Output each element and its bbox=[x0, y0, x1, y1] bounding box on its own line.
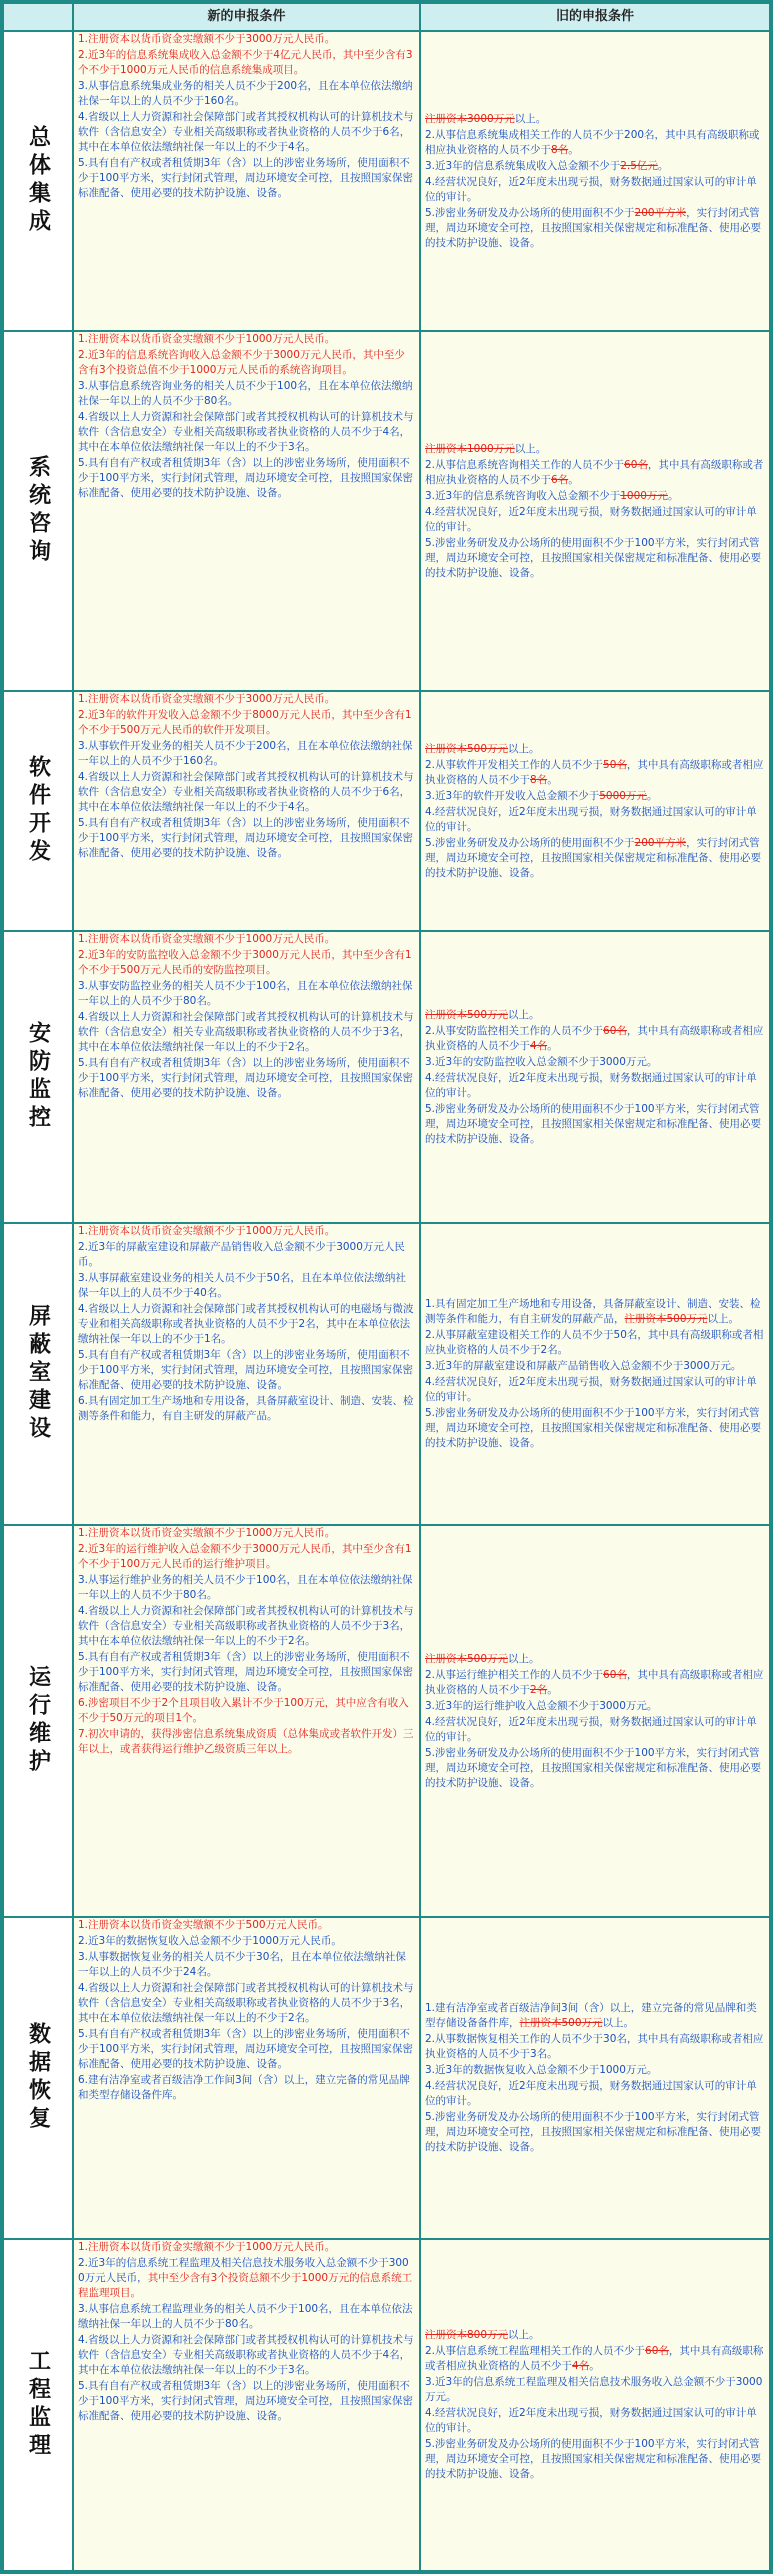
highlighted-text: 1.注册资本以货币资金实缴额不少于1000万元人民币。 bbox=[78, 333, 336, 345]
text-segment: 3.近3年的信息系统集成收入总金额不少于 bbox=[425, 159, 621, 172]
text-segment: 1.具有固定加工生产场地和专用设备，具备屏蔽室设计、制造、安装、检测等条件和能力，有自主研发的屏蔽产品， bbox=[425, 1298, 761, 1325]
text-segment: ，其中具有高级职称或者相应执业资格的人员不少于 bbox=[425, 458, 764, 486]
category-label: 数据恢复 bbox=[25, 2022, 51, 2134]
new-condition-item bbox=[78, 456, 415, 501]
old-conditions-cell bbox=[421, 32, 769, 330]
old-conditions-cell bbox=[421, 1918, 769, 2238]
struck-text: 注册资本500万元 bbox=[624, 1313, 708, 1325]
new-condition-item bbox=[78, 2302, 415, 2332]
text-segment: 4.经营状况良好，近2年度未出现亏损，财务数据通过国家认可的审计单位的审计。 bbox=[425, 1376, 757, 1403]
text-segment: 6.建有洁净室或者百级洁净工作间3间（含）以上，建立完备的常见品牌和类型存储设备件库。 bbox=[78, 2074, 410, 2101]
category-label: 总体集成 bbox=[25, 125, 51, 237]
text-segment: 3.近3年的运行维护收入总金额不少于3000万元。 bbox=[425, 1699, 658, 1712]
old-conditions-cell bbox=[421, 1224, 769, 1524]
text-segment: 5.具有自有产权或者租赁期3年（含）以上的涉密业务场所，使用面积不少于100平方米，实行封闭式管理，周边环境安全可控，且按照国家保密标准配备、使用必要的技术防护设施、设备。 bbox=[78, 2380, 414, 2422]
struck-text: 4名 bbox=[572, 2360, 590, 2372]
text-segment: 2.从事运行维护相关工作的人员不少于 bbox=[425, 1668, 604, 1681]
new-condition-item bbox=[78, 2379, 415, 2424]
struck-text: 60名 bbox=[645, 2345, 669, 2357]
text-segment: 4.省级以上人力资源和社会保障部门或者其授权机构认可的计算机技术与软件（含信息安全）专业相关高级职称或者执业资格的人员不少于3名，其中在本单位依法缴纳社保一年以上的不少于2名。 bbox=[78, 1982, 414, 2024]
text-segment: 3.从事信息系统工程监理业务的相关人员不少于100名，且在本单位依法缴纳社保一年以上的人员不少于80名。 bbox=[78, 2303, 413, 2330]
old-condition-item bbox=[425, 1746, 765, 1791]
text-segment: 1.建有洁净室或者百级洁净间3间（含）以上，建立完备的常见品牌和类型存储设备备件库， bbox=[425, 2002, 757, 2029]
new-condition-item bbox=[78, 1056, 415, 1101]
struck-text: 200平方米 bbox=[634, 836, 687, 849]
struck-text: 注册资本500万元 bbox=[425, 1652, 509, 1665]
old-condition-item bbox=[425, 1668, 765, 1698]
new-condition-item bbox=[78, 770, 415, 815]
new-condition-item bbox=[78, 79, 415, 109]
new-condition-item bbox=[78, 948, 415, 978]
highlighted-text: 其中至少含有3个投资总额不少于1000万元的信息系统工程监理项目。 bbox=[78, 2272, 413, 2299]
new-conditions-cell bbox=[74, 32, 419, 330]
text-segment: 5.涉密业务研发及办公场所的使用面积不少于100平方米，实行封闭式管理，周边环境安全可控，且按照国家相关保密规定和标准配备、使用必要的技术防护设施、设备。 bbox=[425, 1407, 761, 1449]
old-condition-item bbox=[425, 2437, 765, 2482]
new-condition-item bbox=[78, 2027, 415, 2072]
text-segment: 5.具有自有产权或者租赁期3年（含）以上的涉密业务场所，使用面积不少于100平方米，实行封闭式管理，周边环境安全可控，且按照国家保密标准配备、使用必要的技术防护设施、设备。 bbox=[78, 817, 414, 859]
text-segment: 。 bbox=[568, 143, 579, 156]
text-segment: 3.从事信息系统集成业务的相关人员不少于200名，且在本单位依法缴纳社保一年以上的人员不少于160名。 bbox=[78, 80, 413, 107]
text-segment: 2.近3年的数据恢复收入总金额不少于1000万元人民币。 bbox=[78, 1935, 342, 1947]
new-condition-item bbox=[78, 1727, 415, 1757]
text-segment: 4.省级以上人力资源和社会保障部门或者其授权机构认可的电磁场与微波专业和相关高级职称或者执业资格的人员不少于2名，其中在本单位依法缴纳社保一年以上的不少于1名。 bbox=[78, 1303, 414, 1345]
struck-text: 60名 bbox=[603, 1024, 627, 1037]
text-segment: 5.具有自有产权或者租赁期3年（含）以上的涉密业务场所，使用面积不少于100平方米，实行封闭式管理，周边环境安全可控，且按照国家保密标准配备、使用必要的技术防护设施、设备。 bbox=[78, 1651, 414, 1693]
table-row bbox=[4, 1918, 769, 2238]
text-segment: 3.近3年的信息系统工程监理及相关信息技术服务收入总金额不少于3000万元。 bbox=[425, 2376, 763, 2403]
new-conditions-cell bbox=[74, 1224, 419, 1524]
text-segment: 2.从事屏蔽室建设相关工作的人员不少于50名，其中具有高级职称或者相应执业资格的人员不少于2名。 bbox=[425, 1329, 764, 1356]
category-label: 软件开发 bbox=[25, 755, 51, 867]
text-segment: 2.从事信息系统集成相关工作的人员不少于200名，其中具有高级职称或相应执业资格的人员不少于 bbox=[425, 128, 760, 156]
old-condition-item bbox=[425, 1406, 765, 1451]
text-segment: 。 bbox=[547, 773, 558, 786]
new-conditions-cell bbox=[74, 1918, 419, 2238]
new-conditions-cell bbox=[74, 692, 419, 930]
new-condition-item bbox=[78, 1934, 415, 1949]
new-condition-item bbox=[78, 48, 415, 78]
text-segment: 3.从事数据恢复业务的相关人员不少于30名，且在本单位依法缴纳社保一年以上的人员不少于24名。 bbox=[78, 1951, 406, 1978]
old-condition-item bbox=[425, 1699, 765, 1714]
text-segment: 5.涉密业务研发及办公场所的使用面积不少于100平方米，实行封闭式管理，周边环境安全可控，且按照国家相关保密规定和标准配备、使用必要的技术防护设施、设备。 bbox=[425, 1102, 761, 1145]
new-condition-item bbox=[78, 932, 415, 947]
new-condition-item bbox=[78, 1526, 415, 1541]
new-condition-item bbox=[78, 1302, 415, 1347]
struck-text: 1000万元 bbox=[620, 489, 668, 502]
text-segment: 。 bbox=[568, 473, 579, 486]
new-condition-item bbox=[78, 1010, 415, 1055]
old-condition-item bbox=[425, 789, 765, 804]
new-condition-item bbox=[78, 2256, 415, 2301]
text-segment: 以上。 bbox=[508, 1652, 540, 1665]
text-segment: 4.省级以上人力资源和社会保障部门或者其授权机构认可的计算机技术与软件（含信息安全）专业相关高级职称或者执业资格的人员不少于3名，其中在本单位依法缴纳社保一年以上的不少于2名。 bbox=[78, 1605, 414, 1647]
new-condition-item bbox=[78, 332, 415, 347]
new-condition-item bbox=[78, 1394, 415, 1424]
struck-text: 50名 bbox=[603, 758, 627, 771]
text-segment: 4.经营状况良好，近2年度未出现亏损，财务数据通过国家认可的审计单位的审计。 bbox=[425, 175, 757, 203]
old-condition-item bbox=[425, 758, 765, 788]
category-cell bbox=[4, 1918, 72, 2238]
struck-text: 注册资本800万元 bbox=[425, 2329, 509, 2341]
new-condition-item bbox=[78, 156, 415, 201]
struck-text: 8名 bbox=[530, 773, 548, 786]
struck-text: 5000万元 bbox=[599, 789, 647, 802]
highlighted-text: 1.注册资本以货币资金实缴额不少于1000万元人民币。 bbox=[78, 933, 336, 945]
text-segment: 4.省级以上人力资源和社会保障部门或者其授权机构认可的计算机技术与软件（含信息安全）相关专业高级职称或者执业资格的人员不少于3名，其中在本单位依法缴纳社保一年以上的不少于2名。 bbox=[78, 1011, 414, 1053]
new-condition-item bbox=[78, 410, 415, 455]
old-condition-item bbox=[425, 442, 765, 457]
old-condition-item bbox=[425, 112, 765, 127]
old-condition-item bbox=[425, 1102, 765, 1147]
new-condition-item bbox=[78, 1918, 415, 1933]
old-condition-item bbox=[425, 206, 765, 251]
old-condition-item bbox=[425, 175, 765, 205]
new-condition-item bbox=[78, 708, 415, 738]
new-condition-item bbox=[78, 1573, 415, 1603]
text-segment: 4.经营状况良好，近2年度未出现亏损，财务数据通过国家认可的审计单位的审计。 bbox=[425, 1715, 757, 1743]
text-segment: 以上。 bbox=[707, 1313, 740, 1325]
category-cell bbox=[4, 932, 72, 1222]
text-segment: 5.涉密业务研发及办公场所的使用面积不少于100平方米，实行封闭式管理，周边环境安全可控，且按照国家相关保密规定和标准配备、使用必要的技术防护设施、设备。 bbox=[425, 2111, 761, 2153]
struck-text: 6名 bbox=[551, 473, 569, 486]
text-segment: ，其中在本单位依法缴纳社保一年以上的不少于 bbox=[78, 126, 411, 153]
struck-text: 200平方米 bbox=[634, 206, 687, 219]
old-condition-item bbox=[425, 1359, 765, 1374]
new-condition-item bbox=[78, 739, 415, 769]
new-condition-item bbox=[78, 1981, 415, 2026]
text-segment: 4.经营状况良好，近2年度未出现亏损，财务数据通过国家认可的审计单位的审计。 bbox=[425, 805, 757, 833]
category-cell bbox=[4, 332, 72, 690]
old-condition-item bbox=[425, 1328, 765, 1358]
old-condition-item bbox=[425, 2032, 765, 2062]
new-condition-item bbox=[78, 110, 415, 155]
text-segment: 3.近3年的信息系统咨询收入总金额不少于 bbox=[425, 489, 621, 502]
old-condition-item bbox=[425, 1008, 765, 1023]
text-segment: 。 bbox=[667, 489, 679, 502]
old-condition-item bbox=[425, 1071, 765, 1101]
new-condition-item bbox=[78, 379, 415, 409]
text-segment: 5.涉密业务研发及办公场所的使用面积不少于100平方米，实行封闭式管理，周边环境安全可控，且按照国家相关保密规定和标准配备、使用必要的技术防护设施、设备。 bbox=[425, 1746, 761, 1789]
text-segment: ，实行封闭式管理，周边环境安全可控，且按照国家保密标准配备、使用必要的技术防护设施、设备。 bbox=[78, 172, 414, 199]
old-condition-item bbox=[425, 2079, 765, 2109]
new-condition-item bbox=[78, 1271, 415, 1301]
text-segment: 以上。 bbox=[602, 2017, 635, 2029]
text-segment: 2.从事数据恢复相关工作的人员不少于30名，其中具有高级职称或者相应执业资格的人员不少于3名。 bbox=[425, 2033, 764, 2060]
text-segment: 。 bbox=[547, 1683, 558, 1696]
text-segment: 2.从事信息系统工程监理相关工作的人员不少于 bbox=[425, 2345, 646, 2357]
old-conditions-cell bbox=[421, 692, 769, 930]
highlighted-text: 1.注册资本以货币资金实缴额不少于3000万元人民币。 bbox=[78, 693, 336, 705]
text-segment: 2.从事安防监控相关工作的人员不少于 bbox=[425, 1024, 604, 1037]
new-condition-item bbox=[78, 1348, 415, 1393]
highlighted-text: 2.近3年的信息系统集成收入总金额不少于4亿元人民币，其中至少含有3个不少于1000万元人民币的信息系统集成项目。 bbox=[78, 49, 413, 76]
text-segment: 以上。 bbox=[508, 2329, 540, 2341]
old-conditions-cell bbox=[421, 332, 769, 690]
text-segment: 4.经营状况良好，近2年度未出现亏损，财务数据通过国家认可的审计单位的审计。 bbox=[425, 2407, 757, 2434]
old-condition-item bbox=[425, 1715, 765, 1745]
old-condition-item bbox=[425, 2063, 765, 2078]
struck-text: 注册资本1000万元 bbox=[425, 442, 515, 455]
old-condition-item bbox=[425, 742, 765, 757]
old-condition-item bbox=[425, 1055, 765, 1070]
text-segment: 。 bbox=[305, 141, 316, 153]
struck-text: 60名 bbox=[624, 458, 648, 471]
requirements-table bbox=[4, 4, 769, 2570]
new-conditions-cell bbox=[74, 332, 419, 690]
table-row bbox=[4, 2240, 769, 2570]
text-segment: 2.近3年的屏蔽室建设和屏蔽产品销售收入总金额不少于3000万元人民币。 bbox=[78, 1241, 405, 1268]
table-row bbox=[4, 932, 769, 1222]
old-conditions-cell bbox=[421, 932, 769, 1222]
table-row bbox=[4, 332, 769, 690]
table-row bbox=[4, 1526, 769, 1916]
old-condition-item bbox=[425, 2110, 765, 2155]
highlighted-text: 1.注册资本以货币资金实缴额不少于1000万元人民币。 bbox=[78, 1225, 336, 1237]
text-segment: 以上。 bbox=[508, 1008, 540, 1021]
text-segment: 2.从事软件开发相关工作的人员不少于 bbox=[425, 758, 604, 771]
text-segment: ，其中具有高级职称或者相应执业资格的人员不少于 bbox=[425, 1668, 764, 1696]
new-conditions-cell bbox=[74, 2240, 419, 2570]
new-condition-item bbox=[78, 348, 415, 378]
category-cell bbox=[4, 692, 72, 930]
text-segment: 5.涉密业务研发及办公场所的使用面积不少于100平方米，实行封闭式管理，周边环境安全可控，且按照国家相关保密规定和标准配备、使用必要的技术防护设施、设备。 bbox=[425, 2438, 761, 2480]
highlighted-text: 2.近3年的运行维护收入总金额不少于3000万元人民币，其中至少含有1个不少于100万元人民币的运行维护项目。 bbox=[78, 1543, 412, 1570]
header-new-conditions: 新的申报条件 bbox=[74, 4, 419, 30]
highlighted-text: 7.初次申请的，获得涉密信息系统集成资质（总体集成或者软件开发）三年以上，或者获得运行维护乙级资质三年以上。 bbox=[78, 1728, 414, 1755]
text-segment: 3.近3年的安防监控收入总金额不少于3000万元。 bbox=[425, 1055, 658, 1068]
old-condition-item bbox=[425, 1297, 765, 1327]
old-condition-item bbox=[425, 159, 765, 174]
new-condition-item bbox=[78, 1224, 415, 1239]
text-segment: ，实行封闭式管理，周边环境安全可控，且按照国家相关保密规定和标准配备、使用必要的技术防护设施、设备。 bbox=[425, 836, 761, 879]
text-segment: 3.从事运行维护业务的相关人员不少于100名，且在本单位依法缴纳社保一年以上的人员不少于80名。 bbox=[78, 1574, 413, 1601]
new-condition-item bbox=[78, 692, 415, 707]
text-segment: 5.具有自有产权或者租赁期3年（含）以上的涉密业务场所，使用面积不少于100平方米，实行封闭式管理，周边环境安全可控，且按照国家保密标准配备、使用必要的技术防护设施、设备。 bbox=[78, 2028, 414, 2070]
old-condition-item bbox=[425, 2001, 765, 2031]
new-condition-item bbox=[78, 816, 415, 861]
text-segment: 5.具有自有产权或者租赁期3年（含）以上的涉密业务场所，使用面积不少于100平方米，实行封闭式管理，周边环境安全可控，且按照国家保密标准配备、使用必要的技术防护设施、设备。 bbox=[78, 1349, 414, 1391]
new-condition-item bbox=[78, 2073, 415, 2103]
old-condition-item bbox=[425, 1024, 765, 1054]
new-condition-item bbox=[78, 2240, 415, 2255]
struck-text: 8名 bbox=[551, 143, 569, 156]
text-segment: 以上。 bbox=[508, 742, 540, 755]
highlighted-text: 6.涉密项目不少于2个且项目收入累计不少于100万元，其中应含有收入不少于50万元的项目1个。 bbox=[78, 1697, 409, 1724]
struck-text: 60名 bbox=[603, 1668, 627, 1681]
category-cell bbox=[4, 2240, 72, 2570]
new-condition-item bbox=[78, 979, 415, 1009]
old-conditions-cell bbox=[421, 2240, 769, 2570]
new-condition-item bbox=[78, 2333, 415, 2378]
highlighted-text: 1.注册资本以货币资金实缴额不少于500万元人民币。 bbox=[78, 1919, 329, 1931]
text-segment: 以上。 bbox=[514, 442, 547, 455]
text-segment: 3.近3年的软件开发收入总金额不少于 bbox=[425, 789, 600, 802]
text-segment: 5.具有自有产权或者租赁期3年（含）以上的涉密业务场所，使用面积不少于100平方米，实行封闭式管理，周边环境安全可控，且按照国家保密标准配备、使用必要的技术防护设施、设备。 bbox=[78, 1057, 414, 1099]
category-label: 系统咨询 bbox=[25, 455, 51, 567]
old-condition-item bbox=[425, 836, 765, 881]
text-segment: 4.经营状况良好，近2年度未出现亏损，财务数据通过国家认可的审计单位的审计。 bbox=[425, 2080, 757, 2107]
text-segment: 2.近3年的信息系统工程监理及相关信息技术服务收入总金额不少于3000万元人民币， bbox=[78, 2257, 409, 2284]
new-condition-item bbox=[78, 1604, 415, 1649]
text-segment: 。 bbox=[646, 789, 658, 802]
new-condition-item bbox=[78, 32, 415, 47]
old-condition-item bbox=[425, 2328, 765, 2343]
text-segment: 6名 bbox=[382, 126, 400, 138]
old-condition-item bbox=[425, 536, 765, 581]
text-segment: 5.具有自有产权或者租赁期3年（含）以上的涉密业务场所，使用面积不少于 bbox=[78, 157, 410, 184]
text-segment: ，其中具有高级职称或者相应执业资格的人员不少于 bbox=[425, 2345, 764, 2372]
struck-text: 2.5亿元 bbox=[620, 159, 658, 172]
highlighted-text: 1.注册资本以货币资金实缴额不少于1000万元人民币。 bbox=[78, 1527, 336, 1539]
text-segment: 。 bbox=[589, 2360, 600, 2372]
highlighted-text: 2.近3年的软件开发收入总金额不少于8000万元人民币，其中至少含有1个不少于500万元人民币的软件开发项目。 bbox=[78, 709, 412, 736]
text-segment: ，其中具有高级职称或者相应执业资格的人员不少于 bbox=[425, 1024, 764, 1052]
category-cell bbox=[4, 32, 72, 330]
text-segment: 4.省级以上人力资源和社会保障部门或者其授权机构认可的计算机技术与软件（含信息安全）专业相关高级职称或者执业资格的人员不少于4名，其中在本单位依法缴纳社保一年以上的不少于3名。 bbox=[78, 2334, 414, 2376]
text-segment: 。 bbox=[547, 1039, 558, 1052]
category-cell bbox=[4, 1526, 72, 1916]
struck-text: 注册资本500万元 bbox=[425, 742, 509, 755]
new-condition-item bbox=[78, 1542, 415, 1572]
text-segment: 。 bbox=[657, 159, 669, 172]
text-segment: 3.从事安防监控业务的相关人员不少于100名，且在本单位依法缴纳社保一年以上的人员不少于80名。 bbox=[78, 980, 413, 1007]
new-conditions-cell bbox=[74, 1526, 419, 1916]
text-segment: 100平方米 bbox=[99, 172, 151, 184]
old-condition-item bbox=[425, 505, 765, 535]
struck-text: 注册资本500万元 bbox=[425, 1008, 509, 1021]
text-segment: 6.具有固定加工生产场地和专用设备，具备屏蔽室设计、制造、安装、检测等条件和能力，有自主研发的屏蔽产品。 bbox=[78, 1395, 414, 1422]
text-segment: 2.从事信息系统咨询相关工作的人员不少于 bbox=[425, 458, 625, 471]
old-condition-item bbox=[425, 1652, 765, 1667]
text-segment: 5.涉密业务研发及办公场所的使用面积不少于 bbox=[425, 206, 635, 219]
old-conditions-cell bbox=[421, 1526, 769, 1916]
old-condition-item bbox=[425, 2344, 765, 2374]
category-cell bbox=[4, 1224, 72, 1524]
text-segment: 3.从事软件开发业务的相关人员不少于200名，且在本单位依法缴纳社保一年以上的人员不少于160名。 bbox=[78, 740, 413, 767]
new-condition-item bbox=[78, 1696, 415, 1726]
text-segment: 3.近3年的屏蔽室建设和屏蔽产品销售收入总金额不少于3000万元。 bbox=[425, 1360, 742, 1372]
new-conditions-cell bbox=[74, 932, 419, 1222]
old-condition-item bbox=[425, 2375, 765, 2405]
highlighted-text: 2.近3年的安防监控收入总金额不少于3000万元人民币，其中至少含有1个不少于500万元人民币的安防监控项目。 bbox=[78, 949, 412, 976]
text-segment: 5.涉密业务研发及办公场所的使用面积不少于100平方米，实行封闭式管理，周边环境安全可控，且按照国家相关保密规定和标准配备、使用必要的技术防护设施、设备。 bbox=[425, 536, 761, 579]
text-segment: 4.经营状况良好，近2年度未出现亏损，财务数据通过国家认可的审计单位的审计。 bbox=[425, 1071, 757, 1099]
text-segment: 4.经营状况良好，近2年度未出现亏损，财务数据通过国家认可的审计单位的审计。 bbox=[425, 505, 757, 533]
text-segment: 5.具有自有产权或者租赁期3年（含）以上的涉密业务场所，使用面积不少于100平方米，实行封闭式管理，周边环境安全可控，且按照国家保密标准配备、使用必要的技术防护设施、设备。 bbox=[78, 457, 414, 499]
struck-text: 注册资本500万元 bbox=[519, 2017, 603, 2029]
table-row bbox=[4, 32, 769, 330]
text-segment: 5.涉密业务研发及办公场所的使用面积不少于 bbox=[425, 836, 635, 849]
table-row bbox=[4, 1224, 769, 1524]
highlighted-text: 1.注册资本以货币资金实缴额不少于1000万元人民币。 bbox=[78, 2241, 336, 2253]
text-segment: 4.省级以上人力资源和社会保障部门或者其授权机构认可的计算机技术与软件（含信息安全）专业相关高级职称或者执业资格的人员不少于4名，其中在本单位依法缴纳社保一年以上的不少于3名。 bbox=[78, 411, 414, 453]
text-segment: 3.从事屏蔽室建设业务的相关人员不少于50名，且在本单位依法缴纳社保一年以上的人员不少于40名。 bbox=[78, 1272, 406, 1299]
highlighted-text: 1.注册资本以货币资金实缴额不少于3000万元人民币。 bbox=[78, 33, 336, 45]
old-condition-item bbox=[425, 805, 765, 835]
table-row bbox=[4, 692, 769, 930]
header-category bbox=[4, 4, 72, 30]
old-condition-item bbox=[425, 458, 765, 488]
text-segment: ，实行封闭式管理，周边环境安全可控，且按照国家相关保密规定和标准配备、使用必要的技术防护设施、设备。 bbox=[425, 206, 761, 249]
text-segment: ，其中具有高级职称或者相应执业资格的人员不少于 bbox=[425, 758, 764, 786]
highlighted-text: 2.近3年的信息系统咨询收入总金额不少于3000万元人民币，其中至少含有3个投资总值不少于1000万元人民币的系统咨询项目。 bbox=[78, 349, 405, 376]
category-label: 工程监理 bbox=[25, 2349, 51, 2461]
text-segment: 4.省级以上人力资源和社会保障部门或者其授权机构认可的计算机技术与软件（含信息安全）专业相关高级职称或者执业资格的人员不少于 bbox=[78, 111, 414, 138]
header-old-conditions: 旧的申报条件 bbox=[421, 4, 769, 30]
struck-text: 2名 bbox=[530, 1683, 548, 1696]
new-condition-item bbox=[78, 1950, 415, 1980]
old-condition-item bbox=[425, 128, 765, 158]
text-segment: 3.从事信息系统咨询业务的相关人员不少于100名，且在本单位依法缴纳社保一年以上的人员不少于80名。 bbox=[78, 380, 413, 407]
text-segment: 3.近3年的数据恢复收入总金额不少于1000万元。 bbox=[425, 2064, 658, 2076]
text-segment: 以上。 bbox=[514, 112, 547, 125]
old-condition-item bbox=[425, 1375, 765, 1405]
old-condition-item bbox=[425, 489, 765, 504]
old-condition-item bbox=[425, 2406, 765, 2436]
text-segment: 4名 bbox=[288, 141, 306, 153]
new-condition-item bbox=[78, 1240, 415, 1270]
new-condition-item bbox=[78, 1650, 415, 1695]
category-label: 运行维护 bbox=[25, 1665, 51, 1777]
struck-text: 注册资本3000万元 bbox=[425, 112, 515, 125]
category-label: 安防监控 bbox=[25, 1021, 51, 1133]
category-label: 屏蔽室建设 bbox=[25, 1304, 51, 1444]
struck-text: 4名 bbox=[530, 1039, 548, 1052]
text-segment: 4.省级以上人力资源和社会保障部门或者其授权机构认可的计算机技术与软件（含信息安全）专业相关高级职称或者执业资格的人员不少于6名，其中在本单位依法缴纳社保一年以上的不少于4名。 bbox=[78, 771, 414, 813]
